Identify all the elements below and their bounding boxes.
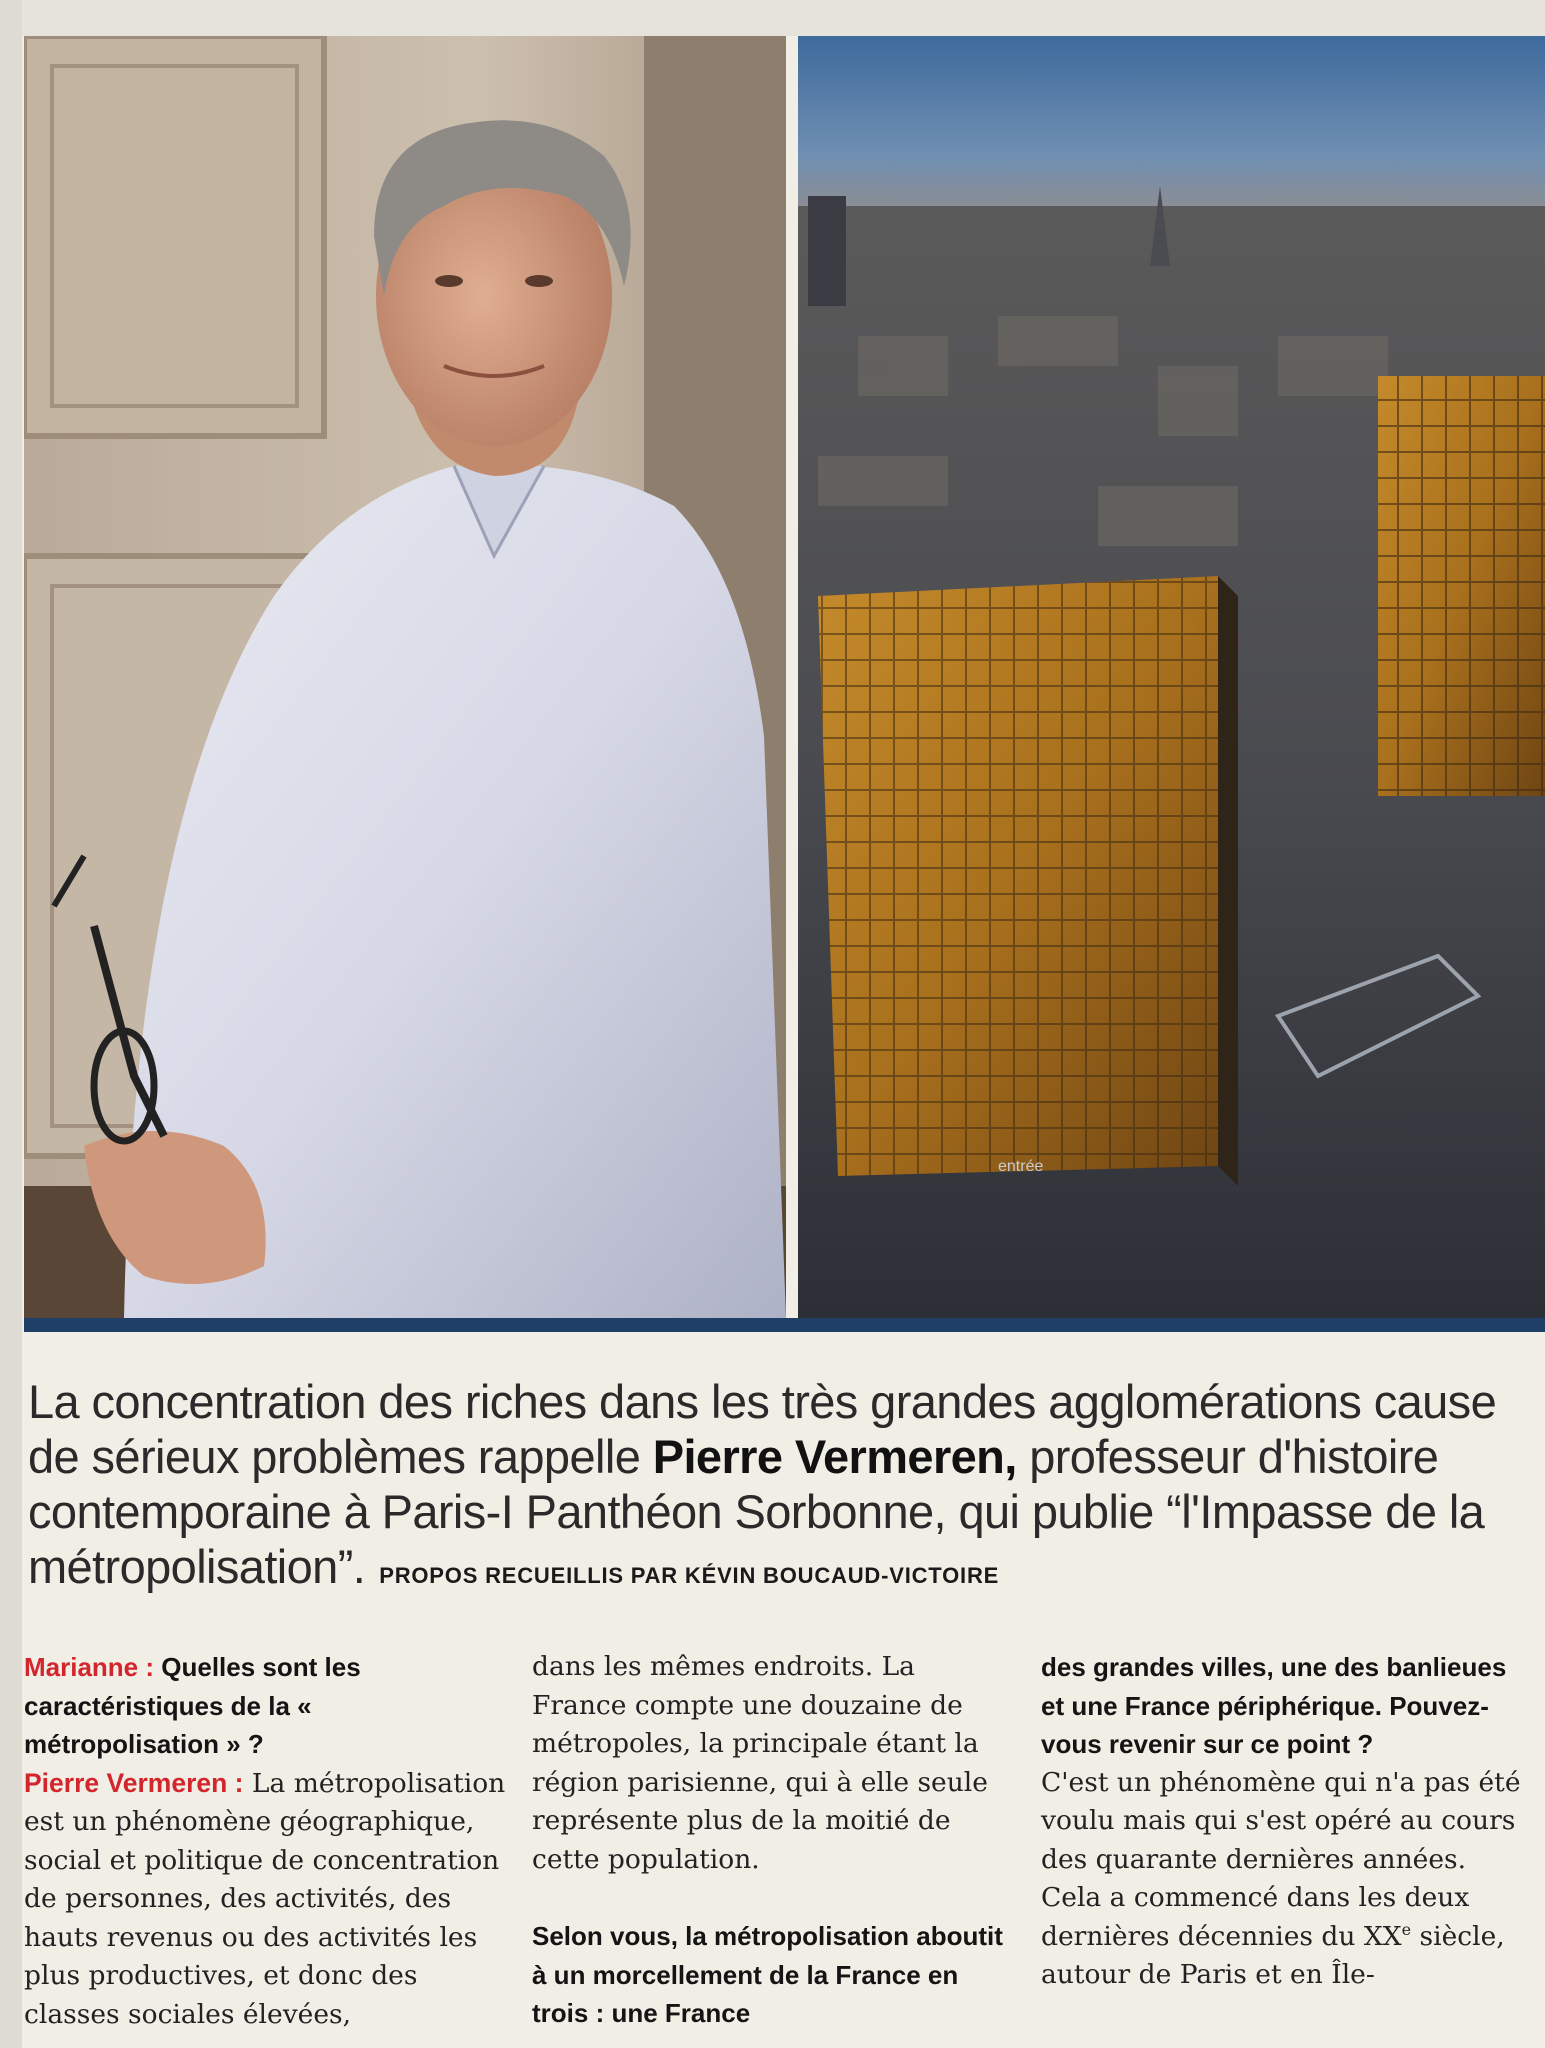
previous-page-strip [0,0,1545,36]
city-illustration [798,36,1545,1318]
question-1 [24,1648,508,1764]
standfirst-text-before: La concentration des riches dans les très grandes agglomérations cause de sérieux problèmes rappelle [28,1375,1497,1483]
photo-divider-bar [24,1318,1545,1332]
paragraph-gap [532,1879,1012,1917]
answer-1 [24,1764,508,2035]
portrait-photo [24,36,786,1318]
question-1-text: Quelles sont les caractéristiques de la « métropolisation » ? [24,1652,361,1759]
portrait-illustration [24,36,786,1318]
page-gutter [0,0,22,2048]
century-numeral: XX [1363,1920,1402,1952]
city-aerial-photo [798,36,1545,1318]
answer-1-continued: dans les mêmes endroits. La France compte une douzaine de métropoles, la principale étant la région parisienne, qui à elle seule représente plus de la moitié de cette population. [532,1651,988,1875]
question-speaker: Marianne : [24,1652,155,1682]
byline-credit: PROPOS RECUEILLIS PAR KÉVIN BOUCAUD-VICTOIRE [379,1563,1000,1588]
article-column-3 [1041,1648,1531,1995]
standfirst [28,1374,1528,1603]
entrance-sign: entrée [998,1158,1044,1175]
answer-1-text: La métropolisation est un phénomène géographique, social et politique de concentration de personnes, des activités, des hauts revenus ou des activités les plus productives, et donc des classes sociales élevées, [24,1767,506,2030]
answer-2 [1041,1764,1531,1995]
standfirst-text-after: professeur d'histoire contemporaine à Paris-I Panthéon Sorbonne, qui publie “l'Impasse de la métropolisation”. [28,1430,1485,1593]
answer-2-text: C'est un phénomène qui n'a pas été voulu mais qui s'est opéré au cours des quarante dernières années. Cela a commencé dans les deux dernières décennies du [1041,1766,1521,1952]
interviewee-name: Pierre Vermeren, [652,1430,1017,1483]
article-column-2 [532,1648,1012,2033]
article-column-1 [24,1648,508,2034]
question-2: Selon vous, la métropolisation aboutit à un morcellement de la France en trois : une France [532,1921,1003,2028]
answer-speaker: Pierre Vermeren : [24,1767,244,1798]
question-2-continued: des grandes villes, une des banlieues et une France périphérique. Pouvez-vous revenir sur ce point ? [1041,1652,1507,1759]
answer-2-end: siècle, autour de Paris et en Île- [1041,1920,1505,1990]
century-superscript: e [1401,1919,1412,1939]
